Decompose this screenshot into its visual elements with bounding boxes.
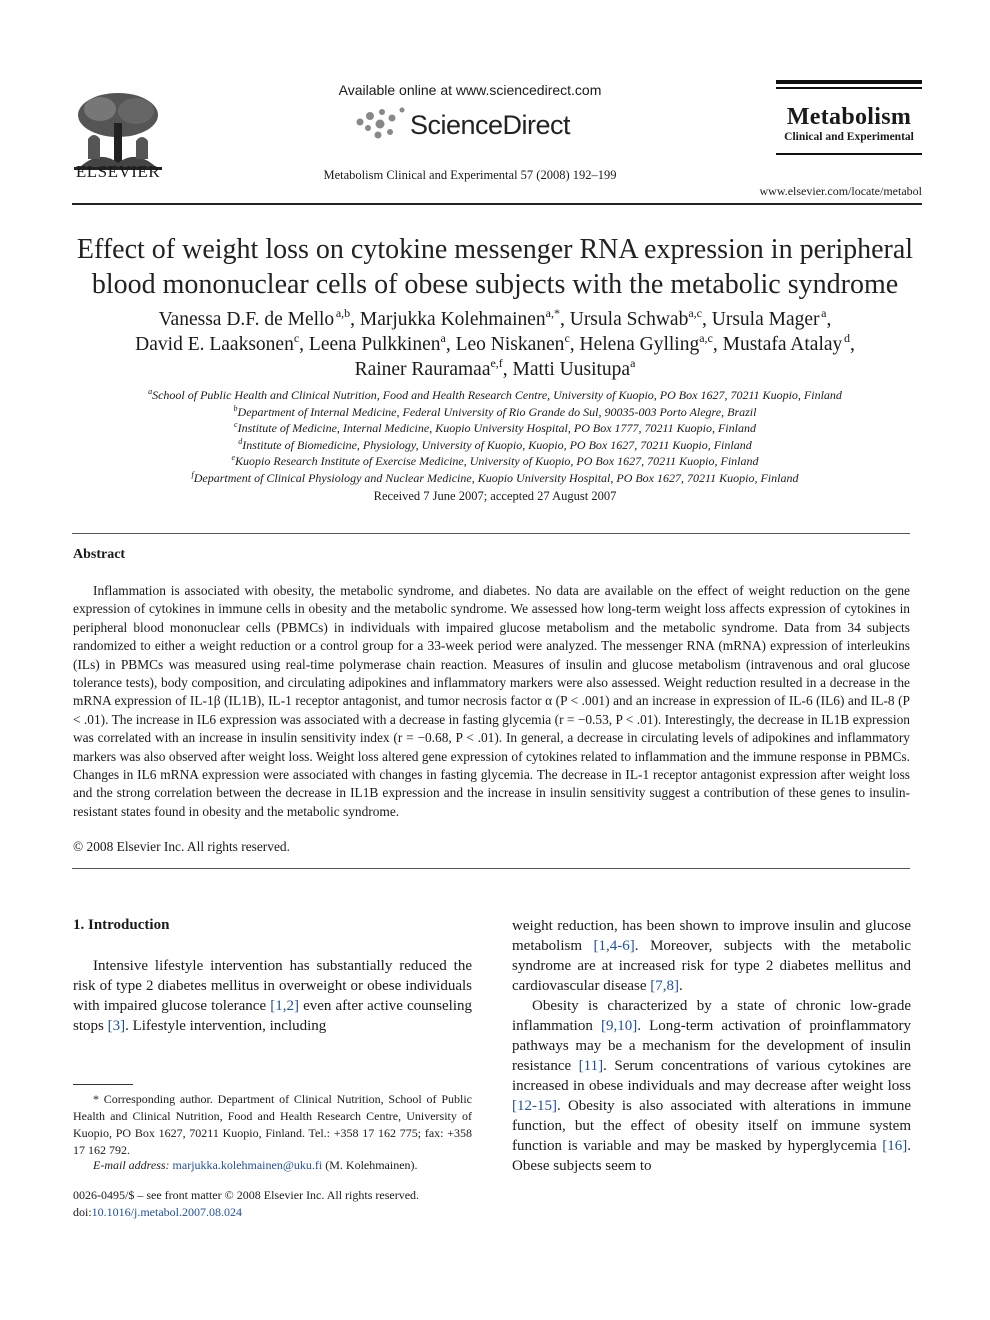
issn-line: 0026-0495/$ – see front matter © 2008 Elsevier Inc. All rights reserved. [73,1188,420,1202]
citation-link[interactable]: [7,8] [650,978,680,994]
author-list: Vanessa D.F. de Mello $^{a,b}$, Marjukka Kolehmainen$^{a,*}$, Ursula Schwab$^{a,c}$, Ursula Mager $^a$, David E. Laaksonen$^c$, Leena Pulkkinen$^a$, Leo Niskanen$^c$, Helena Gylling$^{a,c}$, Mustafa Atalay $^d$, Rainer Rauramaa$^{e,f}$, Matti Uusitupa$^a$ [135,306,855,380]
article-title [40,232,950,302]
author-name[interactable]: Leo Niskanen [455,334,565,355]
title-line: blood mononuclear cells of obese subjects with the metabolic syndrome [91,269,899,300]
issn-doi-block [73,1187,472,1221]
author-affil-sup: a [630,356,636,370]
author-name[interactable]: Mustafa Atalay [722,334,843,355]
affiliation: $^e$Kuopio Research Institute of Exercise Medicine, University of Kuopio, PO Box 1627, 70211 Kuopio, Finland [231,453,759,469]
author-name[interactable]: Vanessa D.F. de Mello [158,309,335,330]
author-name[interactable]: Ursula Mager [711,309,820,330]
email-link[interactable]: marjukka.kolehmainen@uku.fi [172,1158,323,1172]
header-divider [72,203,922,205]
footnote-rule [73,1084,133,1085]
author-name[interactable]: Leena Pulkkinen [308,334,441,355]
title-line: Effect of weight loss on cytokine messenger RNA expression in peripheral [76,234,914,265]
journal-reference: Metabolism Clinical and Experimental 57 (2008) 192–199 [323,168,617,182]
intro-right-column [512,916,911,1176]
abstract-divider-bottom [72,868,910,869]
doi-line: doi:10.1016/j.metabol.2007.08.024 [73,1205,242,1219]
author-affil-sup: a [440,331,446,345]
email-line: E-mail address: marjukka.kolehmainen@uku.fi (M. Kolehmainen). [93,1158,418,1172]
citation-link[interactable]: [1,2] [270,998,299,1014]
citation-link[interactable]: [12-15] [512,1098,557,1114]
affiliation: $^a$School of Public Health and Clinical Nutrition, Food and Health Research Centre, University of Kuopio, PO Box 1627, 70211 Kuopio, Finland [148,387,842,402]
affiliation: $^d$Institute of Biomedicine, Physiology, University of Kuopio, Kuopio, PO Box 1627, 70211 Kuopio, Finland [238,436,752,452]
citation-link[interactable]: [3] [107,1018,126,1034]
section-heading-introduction: 1. Introduction [73,917,170,933]
author-affil-sup: e,f [490,356,503,370]
journal-url[interactable]: www.elsevier.com/locate/metabol [759,184,922,198]
abstract-copyright: © 2008 Elsevier Inc. All rights reserved. [73,839,290,854]
author-affil-sup: a,b [335,306,351,320]
journal-logo-bar [776,153,922,155]
author-affil-sup: d [843,331,850,345]
received-dates: Received 7 June 2007; accepted 27 August 2007 [373,489,617,503]
sciencedirect-wordmark: ScienceDirect [410,110,571,140]
author-affil-sup: c [293,331,300,345]
author-name[interactable]: Rainer Rauramaa [354,359,491,380]
author-name[interactable]: Matti Uusitupa [512,359,631,380]
journal-logo-bar [776,80,922,84]
author-name[interactable]: Ursula Schwab [569,309,689,330]
author-affil-sup: a,* [545,306,560,320]
abstract-divider-top [72,533,910,534]
author-name[interactable]: David E. Laaksonen [135,334,294,355]
publisher-name: ELSEVIER [75,162,161,181]
citation-link[interactable]: [9,10] [600,1018,638,1034]
author-affil-sup: c [564,331,570,345]
paragraph: weight reduction, has been shown to improve insulin and glucose metabolism [1,4-6]. Moreover, subjects with the metabolic syndrome are at increased risk for type 2 diabetes mellitus and cardiovascular disease [7,8]. [512,918,911,994]
affiliation: $^c$Institute of Medicine, Internal Medicine, Kuopio University Hospital, PO Box 1777, 70211 Kuopio, Finland [234,420,756,436]
author-name[interactable]: Marjukka Kolehmainen [359,309,546,330]
citation-link[interactable]: [11] [578,1058,604,1074]
citation-link[interactable]: [1,4-6] [593,938,635,954]
author-affil-sup: a,c [699,331,713,345]
intro-left-column: Intensive lifestyle intervention has substantially reduced the risk of type 2 diabetes mellitus in overweight or obese individuals with impaired glucose tolerance [1,2] even after active counseling stops [3]. Lifestyle intervention, including [73,958,472,1034]
doi-link[interactable]: 10.1016/j.metabol.2007.08.024 [91,1205,242,1219]
affiliation: $^b$Department of Internal Medicine, Federal University of Rio Grande do Sul, 90035-003 Porto Alegre, Brazil [233,403,757,419]
paragraph: Obesity is characterized by a state of chronic low-grade inflammation [9,10]. Long-term activation of proinflammatory pathways may be a mechanism for the development of insulin resistance [11]. Serum concentrations of various cytokines are increased in obese individuals and may decrease after weight loss [12-15]. Obesity is also associated with alterations in immune function, but the effect of obesity itself on immune system function is variable and may be masked by hyperglycemia [16]. Obese subjects seem to [512,998,911,1174]
author-affil-sup: a,c [688,306,702,320]
citation-link[interactable]: [16] [882,1138,908,1154]
affiliation: $^f$Department of Clinical Physiology and Nuclear Medicine, Kuopio University Hospital, PO Box 1627, 70211 Kuopio, Finland [191,469,799,485]
journal-subtitle: Clinical and Experimental [784,131,914,143]
affiliation-list [40,387,950,487]
abstract-text: Inflammation is associated with obesity, the metabolic syndrome, and diabetes. No data are available on the effect of weight reduction on the gene expression of cytokines in immune cells in obesity and the metabolic syndrome. We assessed how long-term weight loss affects expression of cytokines in peripheral blood mononuclear cells (PBMCs) in individuals with impaired glucose metabolism and the metabolic syndrome. Data from 34 subjects randomized to either a weight reduction or a control group for a 33-week period were analyzed. The messenger RNA (mRNA) expression of interleukins (ILs) in PBMCs was measured using real-time polymerase chain reaction. Measures of insulin and glucose metabolism (intravenous and oral glucose tolerance tests), body composition, and circulating adipokines and inflammatory markers were also assessed. Weight reduction resulted in a decrease in the mRNA expression of IL-1β (IL1B), IL-1 receptor antagonist, and tumor necrosis factor α (P < .001) and an increase in expression of IL-6 (IL6) and IL-8 (P < .01). The increase in IL6 expression was associated with a decrease in fasting glycemia (r = −0.53, P < .01). Interestingly, the decrease in IL1B expression was correlated with an increase in insulin sensitivity index (r = −0.68, P < .01). In general, a decrease in circulating levels of adipokines and inflammatory markers was also observed after weight loss. Weight loss altered gene expression of cytokines related to inflammation and the immune response in PBMCs. Changes in IL6 mRNA expression were associated with changes in fasting glycemia. The decrease in IL-1 receptor antagonist expression after weight loss and the strong correlation between the decrease in IL1B expression and the increase in insulin sensitivity suggest a contribution of these genes to insulin-resistant states found in obesity and the metabolic syndrome. [73,583,910,819]
corresponding-author-note: * Corresponding author. Department of Clinical Nutrition, School of Public Health and Clinical Nutrition, Food and Health Research Centre, University of Kuopio, PO Box 1627, 70211 Kuopio, Finland. Tel.: +358 17 162 775; fax: +358 17 162 792. [73,1092,472,1157]
abstract-heading: Abstract [73,547,126,562]
author-name[interactable]: Helena Gylling [579,334,700,355]
available-online-text[interactable]: Available online at www.sciencedirect.com [338,82,602,98]
journal-title: Metabolism [786,104,912,130]
journal-logo-bar [776,87,922,89]
author-affil-sup: a [821,306,827,320]
